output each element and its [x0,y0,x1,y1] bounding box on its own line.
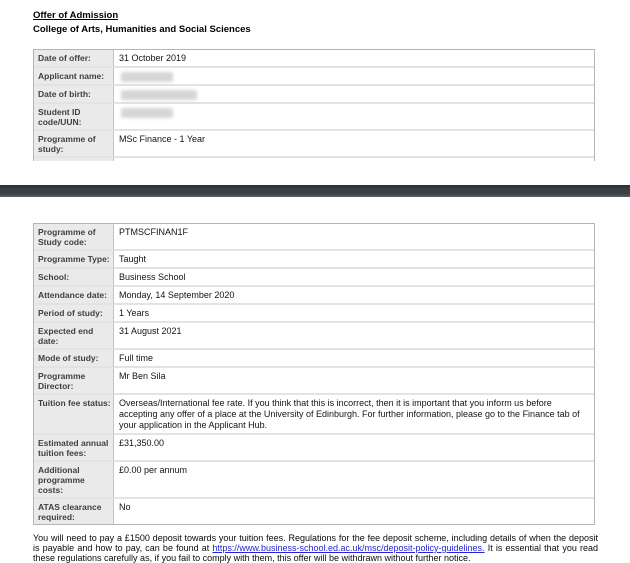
row-value: Mr Ben Sila [114,368,594,395]
row-label: School: [34,269,114,287]
redacted-value [121,90,197,100]
row-label: Period of study: [34,305,114,323]
table-row [34,350,594,368]
redacted-value [121,72,173,82]
row-value: £31,350.00 [114,435,594,462]
row-value: No [119,502,131,512]
deposit-guidelines-link[interactable]: https://www.business-school.ed.ac.uk/msc/deposit-policy-guidelines. [212,543,485,553]
deposit-notice-text-after: It is essential that you read these regulations carefully as, if you fail to comply with them, this offer will be withdrawn without further notice. [33,543,598,563]
deposit-notice [33,533,598,563]
table-row [34,287,594,305]
row-label: Expected end date: [34,323,114,350]
offer-table-clip [33,49,597,161]
row-label: Programme Director: [34,368,114,395]
row-value: Monday, 14 September 2020 [114,287,594,305]
row-value: 31 August 2021 [114,323,594,350]
redacted-value [121,108,173,118]
row-label: Programme of study: [34,131,114,158]
table-row [34,395,594,435]
table-row [34,86,594,104]
table-row [34,323,594,350]
page-subtitle: College of Arts, Humanities and Social Sciences [33,24,251,35]
row-value: Full time [114,350,594,368]
row-value [114,68,594,86]
document-header [0,0,630,36]
row-value: Business School [114,269,594,287]
table-row [34,50,594,68]
row-value: Overseas/International fee rate. If you think that this is incorrect, then it is important that you inform us before accepting any offer of a place at the University of Edinburgh. For further information, please go to the Finance tab of your application in the Applicant Hub. [114,395,594,435]
row-label: Tuition fee status: [34,395,114,435]
table-row [34,435,594,462]
table-row-clipped [34,158,594,161]
row-value: PTMSCFINAN1F [114,224,594,251]
row-value [114,158,594,161]
row-label: Additional programme costs: [34,462,114,499]
table-row [34,368,594,395]
page-break-separator [0,185,630,197]
row-value [114,104,594,131]
page-title: Offer of Admission [33,10,119,21]
row-value [114,86,594,104]
row-label: Programme Type: [34,251,114,269]
row-value: MSc Finance - 1 Year [114,131,594,158]
programme-table [33,223,595,525]
deposit-notice-text-before: You will need to pay a £1500 deposit towards your tuition fees. Regulations for the fee deposit scheme, including details of when the deposit is payable and how to pay, can be found at [33,533,598,553]
row-label: Date of offer: [34,50,114,68]
offer-table [33,49,595,161]
row-value: 1 Years [114,305,594,323]
row-label: Estimated annual tuition fees: [34,435,114,462]
row-label: Date of birth: [34,86,114,104]
table-row [34,269,594,287]
table-row [34,499,594,524]
row-label: Mode of study: [34,350,114,368]
row-label: Student ID code/UUN: [34,104,114,131]
row-value: £0.00 per annum [114,462,594,499]
table-row [34,68,594,86]
row-value: Taught [114,251,594,269]
table-row [34,104,594,131]
row-label [34,158,114,161]
row-value: 31 October 2019 [114,50,594,68]
table-row [34,224,594,251]
table-row [34,462,594,499]
table-row [34,251,594,269]
row-label: ATAS clearance required: [34,499,114,524]
row-label: Attendance date: [34,287,114,305]
table-row [34,131,594,158]
row-label: Programme of Study code: [34,224,114,251]
row-label: Applicant name: [34,68,114,86]
table-row [34,305,594,323]
